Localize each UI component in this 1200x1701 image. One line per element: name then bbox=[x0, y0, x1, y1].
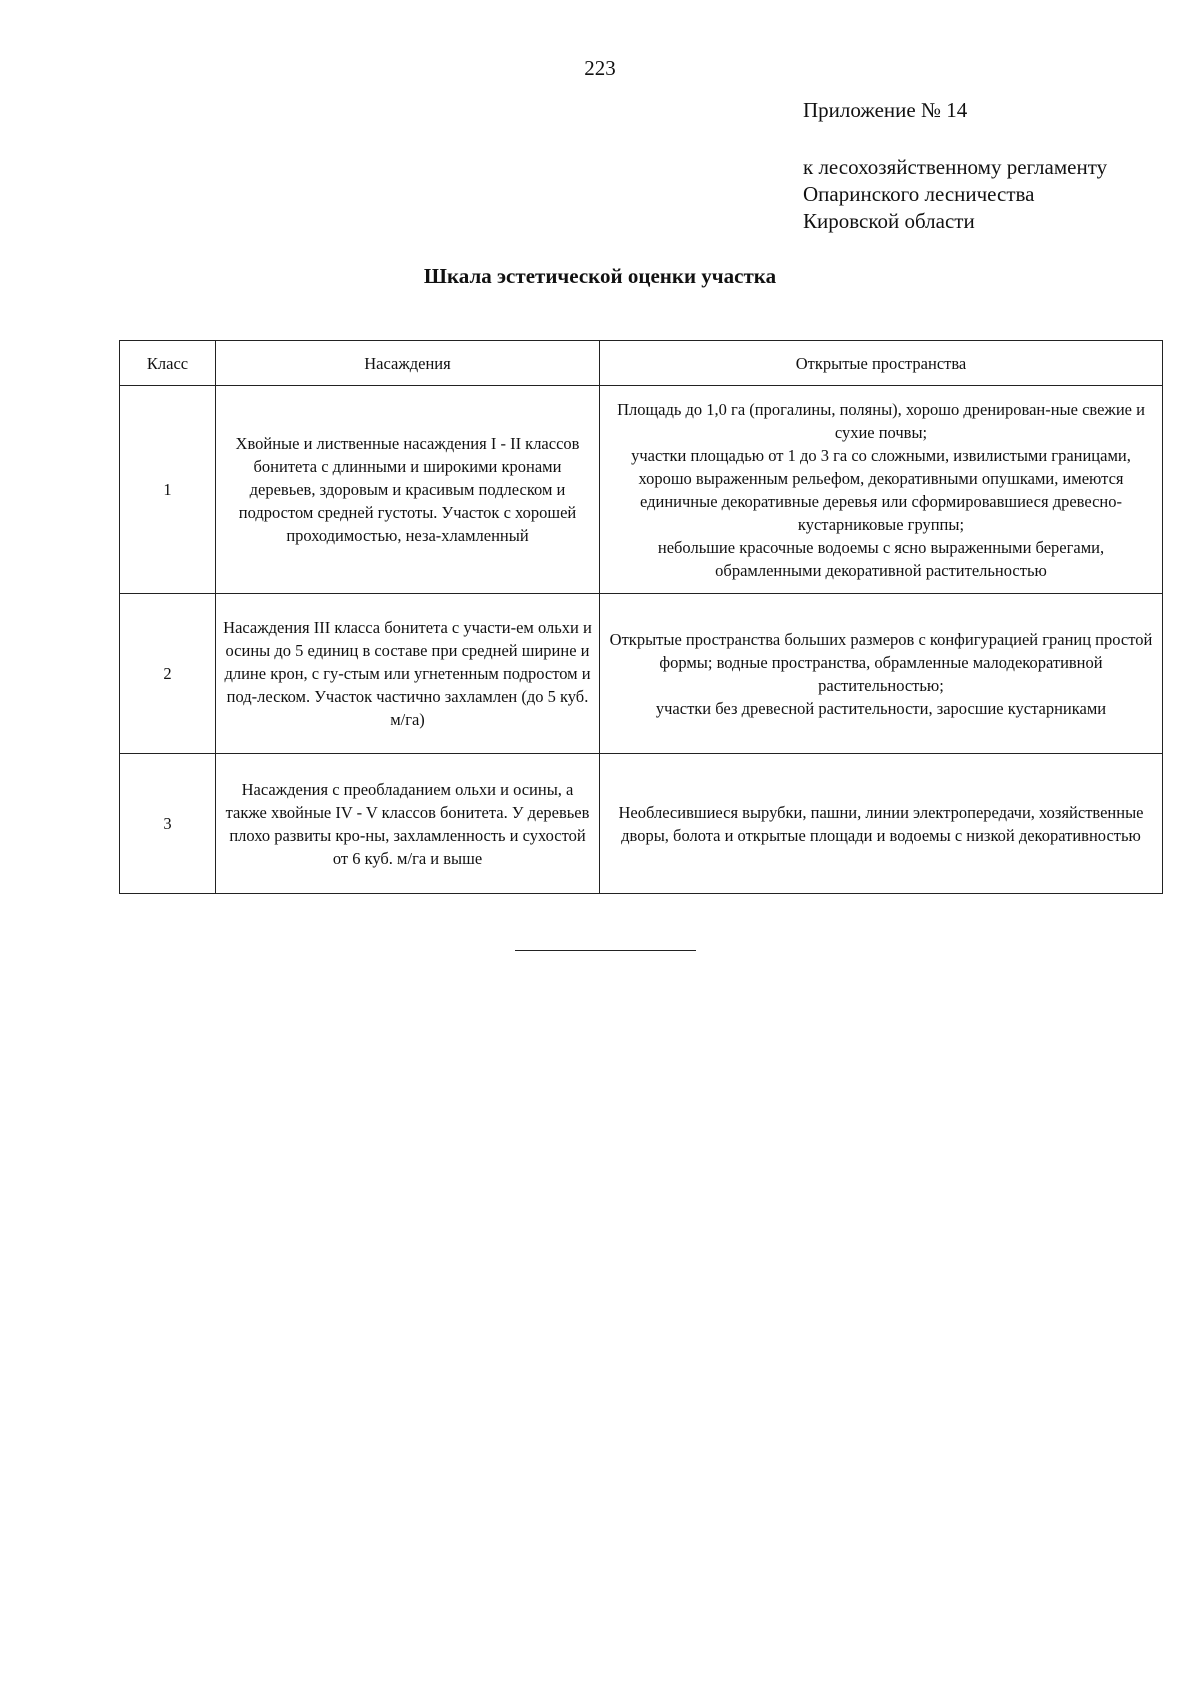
table-row bbox=[120, 754, 1163, 894]
open-spaces-line: небольшие красочные водоемы с ясно выраженными берегами, обрамленными декоративной растительностью bbox=[657, 537, 1105, 580]
regulation-line: Кировской области bbox=[803, 209, 975, 233]
column-header-plantings: Насаждения bbox=[216, 341, 600, 386]
plantings-text: Насаждения с преобладанием ольхи и осины, а также хвойные IV - V классов бонитета. У деревьев плохо развиты кро-ны, захламленность и сухостой от 6 куб. м/га и выше bbox=[225, 779, 590, 868]
aesthetic-scale-table bbox=[119, 340, 1163, 894]
plantings-text: Насаждения III класса бонитета с участи-ем ольхи и осины до 5 единиц в составе при средней ширине и длине крон, с гу-стым или угнетенным подростом и под-леском. Участок частично захламлен (до 5 куб. м/га) bbox=[223, 618, 592, 729]
open-spaces-line: участки без древесной растительности, заросшие кустарниками bbox=[655, 698, 1107, 718]
document-title: Шкала эстетической оценки участка bbox=[423, 264, 777, 288]
open-spaces-line: Площадь до 1,0 га (прогалины, поляны), хорошо дренирован-ные свежие и сухие почвы; bbox=[617, 399, 1145, 442]
column-header-class: Класс bbox=[120, 341, 216, 386]
open-spaces-cell bbox=[600, 594, 1163, 754]
class-cell: 1 bbox=[120, 386, 216, 594]
regulation-reference bbox=[803, 154, 1107, 235]
open-spaces-cell bbox=[600, 386, 1163, 594]
table-header-row bbox=[120, 341, 1163, 386]
appendix-label: Приложение № 14 bbox=[803, 98, 968, 122]
open-spaces-line: участки площадью от 1 до 3 га со сложными, извилистыми границами, хорошо выраженным рельефом, декоративными опушками, имеются единичные декоративные деревья или сформировавшиеся древесно-кустарниковые группы; bbox=[631, 445, 1131, 534]
end-divider bbox=[515, 950, 696, 951]
plantings-text: Хвойные и лиственные насаждения I - II классов бонитета с длинными и широкими кронами деревьев, здоровым и красивым подлеском и подростом средней густоты. Участок с хорошей проходимостью, неза-хламленный bbox=[235, 434, 580, 545]
plantings-cell bbox=[216, 754, 600, 894]
page-number: 223 bbox=[584, 56, 616, 80]
open-spaces-line: Необлесившиеся вырубки, пашни, линии электропередачи, хозяйственные дворы, болота и открытые площади и водоемы с низкой декоративностью bbox=[618, 802, 1144, 845]
plantings-cell bbox=[216, 594, 600, 754]
open-spaces-cell bbox=[600, 754, 1163, 894]
class-cell: 2 bbox=[120, 594, 216, 754]
table-row bbox=[120, 594, 1163, 754]
regulation-line: к лесохозяйственному регламенту bbox=[803, 155, 1108, 179]
class-cell: 3 bbox=[120, 754, 216, 894]
open-spaces-line: Открытые пространства больших размеров с конфигурацией границ простой формы; водные пространства, обрамленные малодекоративной растительностью; bbox=[609, 629, 1153, 695]
plantings-cell bbox=[216, 386, 600, 594]
table-row bbox=[120, 386, 1163, 594]
regulation-line: Опаринского лесничества bbox=[803, 182, 1035, 206]
column-header-open-spaces: Открытые пространства bbox=[600, 341, 1163, 386]
